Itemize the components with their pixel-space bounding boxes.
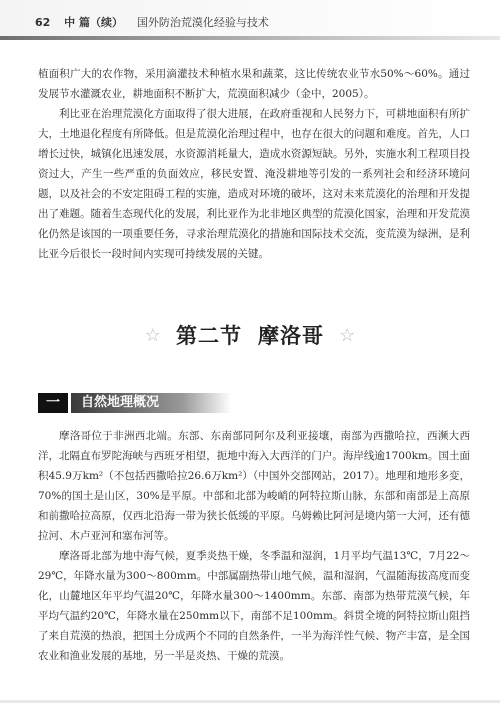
section-heading <box>0 320 500 360</box>
running-head <box>35 14 279 30</box>
star-icon-right: ☆ <box>339 324 356 346</box>
subsection-label: 自然地理概况 <box>71 393 231 413</box>
section-country: 摩洛哥 <box>258 324 324 348</box>
text-block-morocco <box>38 426 470 666</box>
book-title: 国外防治荒漠化经验与技术 <box>136 16 269 29</box>
paragraph-morocco-geography: 摩洛哥位于非洲西北端。东部、东南部同阿尔及利亚接壤，南部为西撒哈拉，西濒大西洋，北隔直布罗陀海峡与西班牙相望，扼地中海入大西洋的门户。海岸线逾1700km。国土面积45.9万km²（不包括西撒哈拉26.6万km²）（中国外交部网站，2017）。地理和地形多变，70%的国土是山区，30%是平原。中部和北部为峻峭的阿特拉斯山脉，东部和南部是上高原和前撒哈拉高原，仅西北沿海一带为狭长低缓的平原。乌姆赖比阿河是境内第一大河，还有德拉河、木卢亚河和塞布河等。 <box>38 430 470 542</box>
paragraph-morocco-climate: 摩洛哥北部为地中海气候，夏季炎热干燥，冬季温和湿润，1月平均气温13℃，7月22～29℃，年降水量为300～800mm。中部属副热带山地气候，温和湿润，气温随海拔高度而变化，山麓地区年平均气温20℃，年降水量300～1400mm。东部、南部为热带荒漠气候，年平均气温约20℃，年降水量在250mm以下，南部不足100mm。斜贯全境的阿特拉斯山阻挡了来自荒漠的热浪，把国土分成两个不同的自然条件，一半为海洋性气候、物产丰富，是全国农业和渔业发展的基地，另一半是炎热、干燥的荒漠。 <box>38 550 470 662</box>
page-bottom-shade <box>0 700 500 703</box>
section-number: 第二节 <box>176 324 242 348</box>
page-number: 62 <box>35 16 51 29</box>
text-block-libya <box>38 64 470 264</box>
paragraph-libya-summary: 利比亚在治理荒漠化方面取得了很大进展，在政府重视和人民努力下，可耕地面积有所扩大，土地退化程度有所降低。但是荒漠化治理过程中，也存在很大的问题和难度。首先，人口增长过快，城镇化迅速发展，水资源消耗量大，造成水资源短缺。另外，实施水利工程项目投资过大，产生一些严重的负面效应，移民安置、淹没耕地等引发的一系列社会和经济环境问题，以及社会的不安定阻碍工程的实施，造成对环境的破坏，这对未来荒漠化的治理和开发提出了难题。随着生态现代化的发展，利比亚作为北非地区典型的荒漠化国家，治理和开发荒漠化仍然是该国的一项重要任务，寻求治理荒漠化的措施和国际技术交流，变荒漠为绿洲，是利比亚今后很长一段时间内实现可持续发展的关键。 <box>38 108 470 260</box>
star-icon-left: ☆ <box>144 324 161 346</box>
paragraph-continued: 植面积广大的农作物，采用滴灌技术种植水果和蔬菜，这比传统农业节水50%～60%。通过发展节水灌溉农业，耕地面积不断扩大，荒漠面积减少（金中，2005）。 <box>38 68 470 100</box>
subsection-heading <box>38 393 458 413</box>
header-rule <box>0 36 500 40</box>
subsection-number: 一 <box>46 395 60 411</box>
part-label: 中 篇（续） <box>64 16 123 29</box>
page-header <box>0 0 500 47</box>
section-title <box>176 320 324 350</box>
